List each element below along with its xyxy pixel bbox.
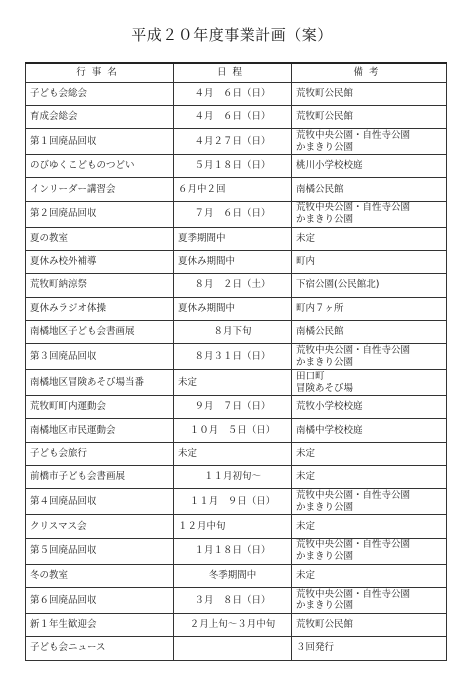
table-row [26, 178, 447, 201]
table-row [26, 515, 447, 538]
date-cell: １月１８日（日） [174, 538, 292, 564]
note-cell: 未定 [292, 466, 447, 489]
event-cell: 夏休みラジオ体操 [26, 297, 174, 320]
note-cell: 未定 [292, 442, 447, 465]
note-cell: 荒牧中央公園・自性寺公園 かまきり公園 [292, 538, 447, 564]
date-cell: ８月３１日（日） [174, 344, 292, 370]
note-cell: 荒牧町公民館 [292, 613, 447, 636]
date-cell [174, 637, 292, 660]
table-row [26, 320, 447, 343]
document-title: 平成２０年度事業計画（案） [131, 26, 333, 44]
date-cell: ８月下旬 [174, 320, 292, 343]
note-cell: 未定 [292, 564, 447, 587]
event-cell: のびゆくこどものつどい [26, 155, 174, 178]
note-cell: 荒牧町公民館 [292, 105, 447, 128]
event-cell: 夏休み校外補導 [26, 250, 174, 273]
event-cell: 南橘地区市民運動会 [26, 419, 174, 442]
table-row [26, 297, 447, 320]
note-cell: 南橘公民館 [292, 178, 447, 201]
note-cell: 荒牧中央公園・自性寺公園 かまきり公園 [292, 489, 447, 515]
table-row [26, 344, 447, 370]
table-body [26, 82, 447, 660]
date-cell: ９月 ７日（日） [174, 396, 292, 419]
date-cell: 冬季期間中 [174, 564, 292, 587]
event-cell: 荒牧町町内運動会 [26, 396, 174, 419]
note-cell: 荒牧中央公園・自性寺公園 かまきり公園 [292, 201, 447, 227]
date-cell: ４月 ６日（日） [174, 82, 292, 105]
event-cell: 前橋市子ども会書画展 [26, 466, 174, 489]
event-cell: 冬の教室 [26, 564, 174, 587]
note-cell: 荒牧中央公園・自性寺公園 かまきり公園 [292, 129, 447, 155]
note-cell: 荒牧町公民館 [292, 82, 447, 105]
table-row [26, 370, 447, 396]
event-cell: 第２回廃品回収 [26, 201, 174, 227]
note-cell: 荒牧小学校校庭 [292, 396, 447, 419]
date-cell: ４月 ６日（日） [174, 105, 292, 128]
date-cell: ７月 ６日（日） [174, 201, 292, 227]
date-cell: 夏季期間中 [174, 227, 292, 250]
date-cell: ８月 ２日（土） [174, 274, 292, 297]
date-cell: ２月上旬～３月中旬 [174, 613, 292, 636]
date-cell: ４月２７日（日） [174, 129, 292, 155]
schedule-table [25, 62, 447, 661]
note-cell: 町内７ヶ所 [292, 297, 447, 320]
header-date: 日程 [174, 63, 292, 82]
event-cell: 第３回廃品回収 [26, 344, 174, 370]
note-cell: 荒牧中央公園・自性寺公園 かまきり公園 [292, 344, 447, 370]
date-cell: １２月中旬 [174, 515, 292, 538]
date-cell: １０月 ５日（日） [174, 419, 292, 442]
table-row [26, 396, 447, 419]
header-event: 行事名 [26, 63, 174, 82]
table-row [26, 227, 447, 250]
table-row [26, 419, 447, 442]
event-cell: クリスマス会 [26, 515, 174, 538]
table-row [26, 105, 447, 128]
table-row [26, 201, 447, 227]
event-cell: 南橘地区冒険あそび場当番 [26, 370, 174, 396]
date-cell: 夏休み期間中 [174, 297, 292, 320]
event-cell: 育成会総会 [26, 105, 174, 128]
table-row [26, 250, 447, 273]
date-cell: 未定 [174, 442, 292, 465]
event-cell: 子ども会旅行 [26, 442, 174, 465]
table-row [26, 637, 447, 660]
table-row [26, 129, 447, 155]
note-cell: 下宿公園(公民館北) [292, 274, 447, 297]
note-cell: 田口町 冒険あそび場 [292, 370, 447, 396]
event-cell: 第４回廃品回収 [26, 489, 174, 515]
note-cell: 未定 [292, 227, 447, 250]
date-cell: ６月中２回 [174, 178, 292, 201]
table-row [26, 587, 447, 613]
table-row [26, 564, 447, 587]
event-cell: 第６回廃品回収 [26, 587, 174, 613]
event-cell: 夏の教室 [26, 227, 174, 250]
event-cell: 第５回廃品回収 [26, 538, 174, 564]
date-cell: ５月１８日（日） [174, 155, 292, 178]
note-cell: ３回発行 [292, 637, 447, 660]
note-cell: 南橘公民館 [292, 320, 447, 343]
event-cell: 子ども会総会 [26, 82, 174, 105]
event-cell: 第１回廃品回収 [26, 129, 174, 155]
table-row [26, 274, 447, 297]
event-cell: 子ども会ニュース [26, 637, 174, 660]
table-row [26, 613, 447, 636]
event-cell: 南橘地区子ども会書画展 [26, 320, 174, 343]
date-cell: 未定 [174, 370, 292, 396]
table-row [26, 466, 447, 489]
note-cell: 町内 [292, 250, 447, 273]
table-row [26, 155, 447, 178]
header-note: 備考 [292, 63, 447, 82]
table-row [26, 82, 447, 105]
date-cell: ３月 ８日（日） [174, 587, 292, 613]
table-row [26, 538, 447, 564]
note-cell: 桃川小学校校庭 [292, 155, 447, 178]
table-row [26, 442, 447, 465]
table-row [26, 489, 447, 515]
event-cell: 荒牧町納涼祭 [26, 274, 174, 297]
event-cell: インリーダー講習会 [26, 178, 174, 201]
note-cell: 荒牧中央公園・自性寺公園 かまきり公園 [292, 587, 447, 613]
note-cell: 南橘中学校校庭 [292, 419, 447, 442]
date-cell: 夏休み期間中 [174, 250, 292, 273]
date-cell: １１月初旬～ [174, 466, 292, 489]
note-cell: 未定 [292, 515, 447, 538]
date-cell: １１月 ９日（日） [174, 489, 292, 515]
table-header-row [26, 63, 447, 82]
event-cell: 新１年生歓迎会 [26, 613, 174, 636]
